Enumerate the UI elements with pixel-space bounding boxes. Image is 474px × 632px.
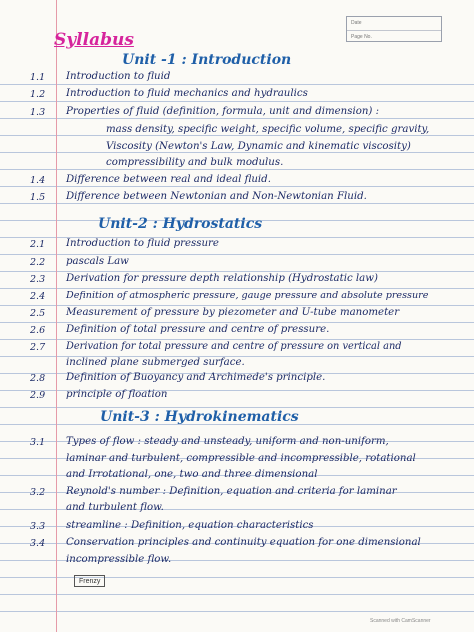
ruled-line bbox=[0, 271, 474, 272]
syllabus-line: Introduction to fluid pressure bbox=[66, 238, 219, 249]
syllabus-line: Definition of Buoyancy and Archimede's principle. bbox=[66, 372, 326, 383]
syllabus-line: and turbulent flow. bbox=[66, 502, 164, 513]
item-number: 1.5 bbox=[30, 192, 46, 203]
margin-line bbox=[56, 0, 57, 632]
syllabus-line: streamline : Definition, equation characteristics bbox=[66, 520, 314, 531]
syllabus-line: Measurement of pressure by piezometer and U-tube manometer bbox=[66, 307, 400, 318]
ruled-line bbox=[0, 118, 474, 119]
ruled-line bbox=[0, 186, 474, 187]
ruled-line bbox=[0, 152, 474, 153]
syllabus-line: Properties of fluid (definition, formula, unit and dimension) : bbox=[66, 106, 380, 117]
item-number: 2.5 bbox=[30, 308, 46, 319]
ruled-line bbox=[0, 611, 474, 612]
ruled-line bbox=[0, 135, 474, 136]
ruled-line bbox=[0, 339, 474, 340]
ruled-line bbox=[0, 577, 474, 578]
item-number: 2.8 bbox=[30, 373, 46, 384]
item-number: 2.1 bbox=[30, 239, 46, 250]
item-number: 2.2 bbox=[30, 257, 46, 268]
item-number: 2.6 bbox=[30, 325, 46, 336]
syllabus-line: incompressible flow. bbox=[66, 554, 172, 565]
ruled-line bbox=[0, 322, 474, 323]
ruled-line bbox=[0, 203, 474, 204]
syllabus-line: Definition of atmospheric pressure, gauge pressure and absolute pressure bbox=[66, 290, 429, 301]
item-number: 3.2 bbox=[30, 487, 46, 498]
syllabus-line: Reynold's number : Definition, equation and criteria for laminar bbox=[66, 486, 397, 497]
page-title: Syllabus bbox=[54, 30, 134, 50]
syllabus-line: laminar and turbulent, compressible and incompressible, rotational bbox=[66, 453, 416, 464]
item-number: 1.3 bbox=[30, 107, 46, 118]
syllabus-line: Derivation for pressure depth relationship (Hydrostatic law) bbox=[66, 273, 378, 284]
item-number: 2.4 bbox=[30, 291, 46, 302]
item-number: 3.1 bbox=[30, 437, 46, 448]
page-number-label: Page No. bbox=[347, 30, 441, 43]
syllabus-line: Introduction to fluid mechanics and hydraulics bbox=[66, 88, 308, 99]
item-number: 2.9 bbox=[30, 390, 46, 401]
syllabus-line: mass density, specific weight, specific volume, specific gravity, bbox=[106, 124, 430, 135]
ruled-line bbox=[0, 288, 474, 289]
syllabus-line: Definition of total pressure and centre of pressure. bbox=[66, 324, 330, 335]
ruled-line bbox=[0, 254, 474, 255]
syllabus-line: Introduction to fluid bbox=[66, 71, 171, 82]
syllabus-line: compressibility and bulk modulus. bbox=[106, 157, 284, 168]
notebook-brand-tag: Frenzy bbox=[74, 575, 105, 587]
item-number: 3.4 bbox=[30, 538, 46, 549]
item-number: 1.2 bbox=[30, 89, 46, 100]
syllabus-line: Types of flow : steady and unsteady, uniform and non-uniform, bbox=[66, 436, 389, 447]
item-number: 2.3 bbox=[30, 274, 46, 285]
unit-3-heading: Unit-3 : Hydrokinematics bbox=[100, 409, 299, 425]
ruled-line bbox=[0, 169, 474, 170]
unit-2-heading: Unit-2 : Hydrostatics bbox=[98, 216, 263, 232]
date-page-box bbox=[346, 16, 442, 42]
syllabus-line: inclined plane submerged surface. bbox=[66, 357, 245, 368]
syllabus-line: principle of floation bbox=[66, 389, 168, 400]
unit-1-heading: Unit -1 : Introduction bbox=[122, 52, 292, 68]
syllabus-line: Difference between Newtonian and Non-Newtonian Fluid. bbox=[66, 191, 367, 202]
syllabus-line: Conservation principles and continuity equation for one dimensional bbox=[66, 537, 421, 548]
syllabus-line: Difference between real and ideal fluid. bbox=[66, 174, 271, 185]
item-number: 3.3 bbox=[30, 521, 46, 532]
item-number: 2.7 bbox=[30, 342, 46, 353]
ruled-line bbox=[0, 594, 474, 595]
syllabus-line: Viscosity (Newton's Law, Dynamic and kinematic viscosity) bbox=[106, 141, 411, 152]
ruled-line bbox=[0, 84, 474, 85]
syllabus-line: and Irrotational, one, two and three dimensional bbox=[66, 469, 318, 480]
ruled-line bbox=[0, 407, 474, 408]
item-number: 1.4 bbox=[30, 175, 46, 186]
ruled-line bbox=[0, 101, 474, 102]
item-number: 1.1 bbox=[30, 72, 46, 83]
scanner-watermark: Scanned with CamScanner bbox=[370, 618, 431, 624]
syllabus-line: pascals Law bbox=[66, 256, 129, 267]
date-label: Date bbox=[351, 20, 362, 26]
syllabus-line: Derivation for total pressure and centre of pressure on vertical and bbox=[66, 341, 402, 352]
ruled-line bbox=[0, 305, 474, 306]
